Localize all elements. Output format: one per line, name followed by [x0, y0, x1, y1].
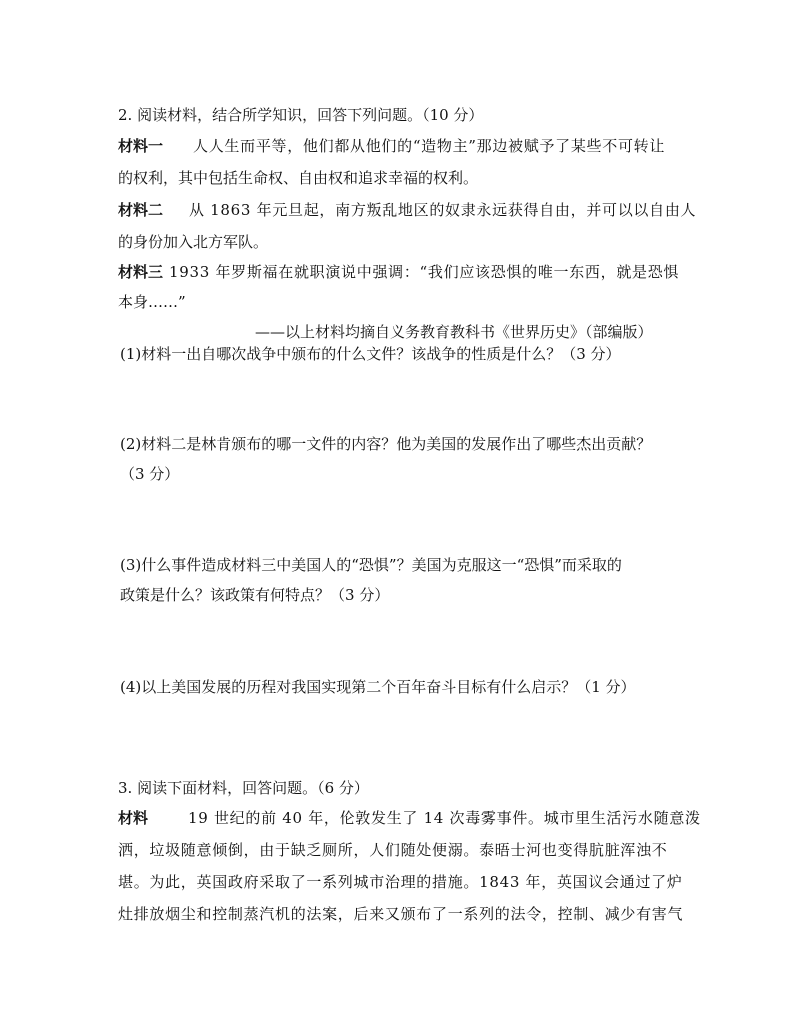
- material-2-label: 材料二: [118, 201, 164, 219]
- material-2-text-1: 从 1863 年元旦起，南方叛乱地区的奴隶永远获得自由，并可以以自由人: [189, 201, 697, 219]
- material-1-label: 材料一: [118, 137, 164, 155]
- subquestion-3-line-2: 政策是什么？该政策有何特点？（3 分）: [120, 586, 390, 604]
- material-3-text-1: 1933 年罗斯福在就职演说中强调：“我们应该恐惧的唯一东西，就是恐惧: [169, 263, 680, 281]
- material-1-line-1: [118, 136, 665, 156]
- subquestion-4: (4)以上美国发展的历程对我国实现第二个百年奋斗目标有什么启示？（1 分）: [120, 678, 636, 696]
- material-3-line-1: [118, 262, 679, 282]
- question-3-title: 3. 阅读下面材料，回答问题。（6 分）: [118, 779, 369, 797]
- material-3-label: 材料三: [118, 263, 164, 281]
- q3-material-text-2: 洒，垃圾随意倾倒，由于缺乏厕所，人们随处便溺。泰晤士河也变得肮脏浑浊不: [118, 841, 668, 859]
- material-2-text-2: 的身份加入北方军队。: [118, 233, 269, 251]
- subquestion-2-line-1: (2)材料二是林肯颁布的哪一文件的内容？他为美国的发展作出了哪些杰出贡献？: [120, 435, 652, 453]
- material-source: ——以上材料均摘自义务教育教科书《世界历史》（部编版）: [255, 323, 653, 341]
- q3-material-text-1: 19 世纪的前 40 年，伦敦发生了 14 次毒雾事件。城市里生活污水随意泼: [188, 809, 701, 827]
- question-2-title: 2. 阅读材料，结合所学知识，回答下列问题。（10 分）: [118, 106, 484, 124]
- q3-material-line-1: [118, 808, 701, 828]
- q3-material-text-3: 堪。为此，英国政府采取了一系列城市治理的措施。1843 年，英国议会通过了炉: [118, 873, 683, 891]
- subquestion-2-line-2: （3 分）: [120, 465, 180, 483]
- material-1-text-1: 人人生而平等，他们都从他们的“造物主”那边被赋予了某些不可转让: [193, 137, 666, 155]
- subquestion-3-line-1: (3)什么事件造成材料三中美国人的“恐惧”？美国为克服这一“恐惧”而采取的: [120, 556, 622, 574]
- material-2-line-1: [118, 200, 696, 220]
- material-1-text-2: 的权利，其中包括生命权、自由权和追求幸福的权利。: [118, 169, 479, 187]
- subquestion-1: (1)材料一出自哪次战争中颁布的什么文件？该战争的性质是什么？（3 分）: [120, 345, 621, 363]
- material-3-text-2: 本身……”: [118, 293, 186, 311]
- q3-material-label: 材料: [118, 809, 149, 827]
- q3-material-text-4: 灶排放烟尘和控制蒸汽机的法案，后来又颁布了一系列的法令，控制、减少有害气: [118, 905, 684, 923]
